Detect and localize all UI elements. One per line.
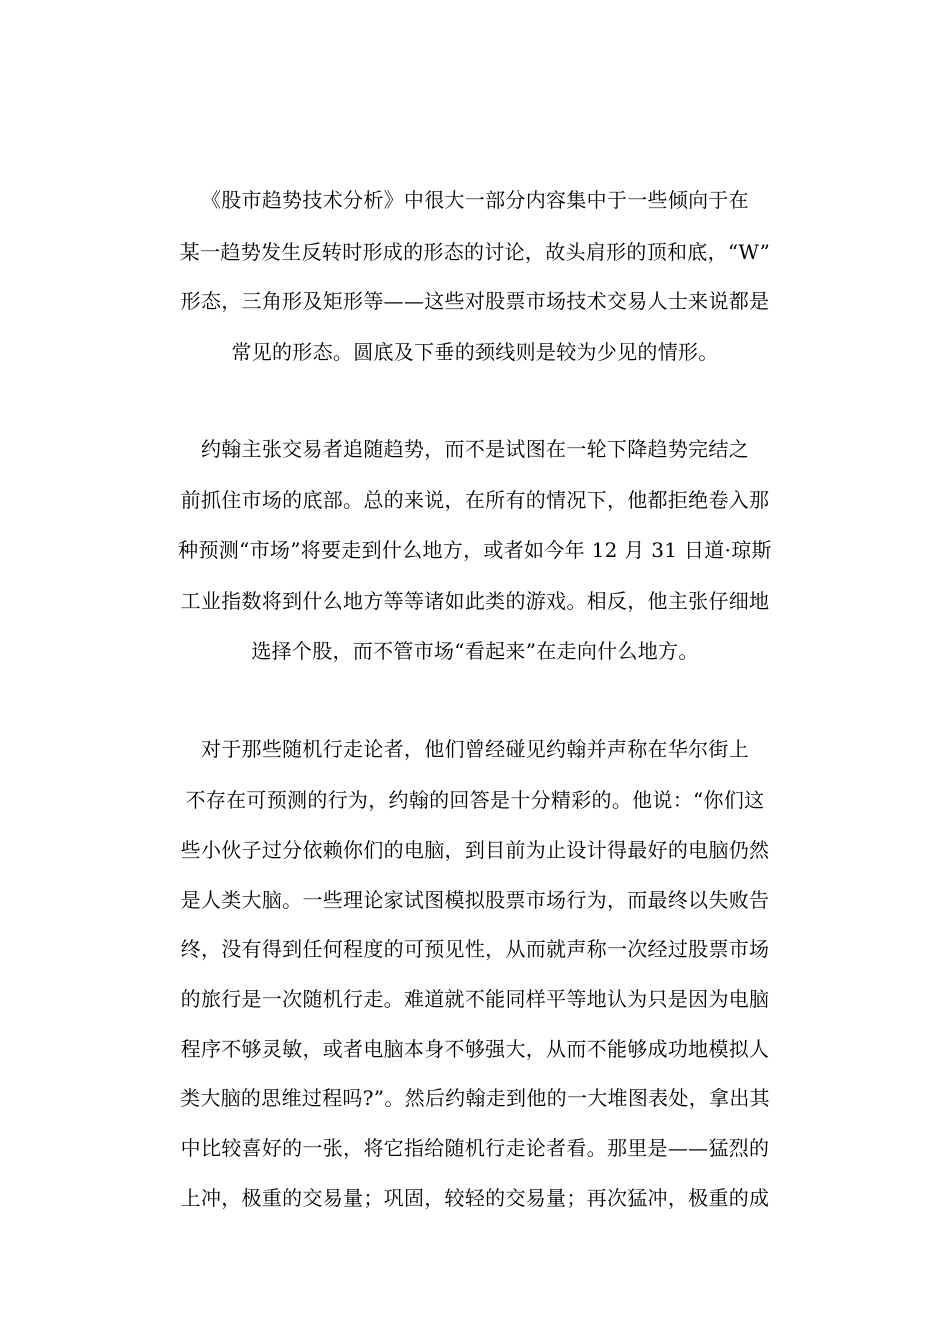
- text-line: 形态，三角形及矩形等——这些对股票市场技术交易人士来说都是: [180, 289, 770, 313]
- text-line: 中比较喜好的一张，将它指给随机行走论者看。那里是——猛烈的: [180, 1136, 770, 1160]
- text-line: 工业指数将到什么地方等等诸如此类的游戏。相反，他主张仔细地: [180, 589, 770, 613]
- text-line: 终，没有得到任何程度的可预见性，从而就声称一次经过股票市场: [180, 937, 770, 961]
- text-line: 对于那些随机行走论者，他们曾经碰见约翰并声称在华尔街上: [200, 737, 750, 761]
- text-line: 某一趋势发生反转时形成的形态的讨论，故头肩形的顶和底，“W”: [179, 240, 771, 264]
- text-line: 不存在可预测的行为，约翰的回答是十分精彩的。他说：“你们这: [185, 788, 765, 812]
- text-line: 《股市趋势技术分析》中很大一部分内容集中于一些倾向于在: [200, 188, 750, 212]
- text-line: 常见的形态。圆底及下垂的颈线则是较为少见的情形。: [231, 340, 719, 364]
- text-line: 是人类大脑。一些理论家试图模拟股票市场行为，而最终以失败告: [180, 888, 770, 912]
- text-line: 些小伙子过分依赖你们的电脑，到目前为止设计得最好的电脑仍然: [180, 838, 770, 862]
- text-line: 选择个股，而不管市场“看起来”在走向什么地方。: [251, 639, 699, 663]
- text-line: 前抓住市场的底部。总的来说，在所有的情况下，他都拒绝卷入那: [180, 488, 770, 512]
- text-line: 的旅行是一次随机行走。难道就不能同样平等地认为只是因为电脑: [180, 987, 770, 1011]
- text-line: 种预测“市场”将要走到什么地方，或者如今年 12 月 31 日道·琼斯: [178, 538, 772, 562]
- text-line: 约翰主张交易者追随趋势，而不是试图在一轮下降趋势完结之: [200, 437, 750, 461]
- text-line: 类大脑的思维过程吗?”。然后约翰走到他的一大堆图表处，拿出其: [180, 1086, 770, 1110]
- text-line: 上冲，极重的交易量；巩固，较轻的交易量；再次猛冲，极重的成: [180, 1186, 770, 1210]
- text-line: 程序不够灵敏，或者电脑本身不够强大，从而不能够成功地模拟人: [180, 1037, 770, 1061]
